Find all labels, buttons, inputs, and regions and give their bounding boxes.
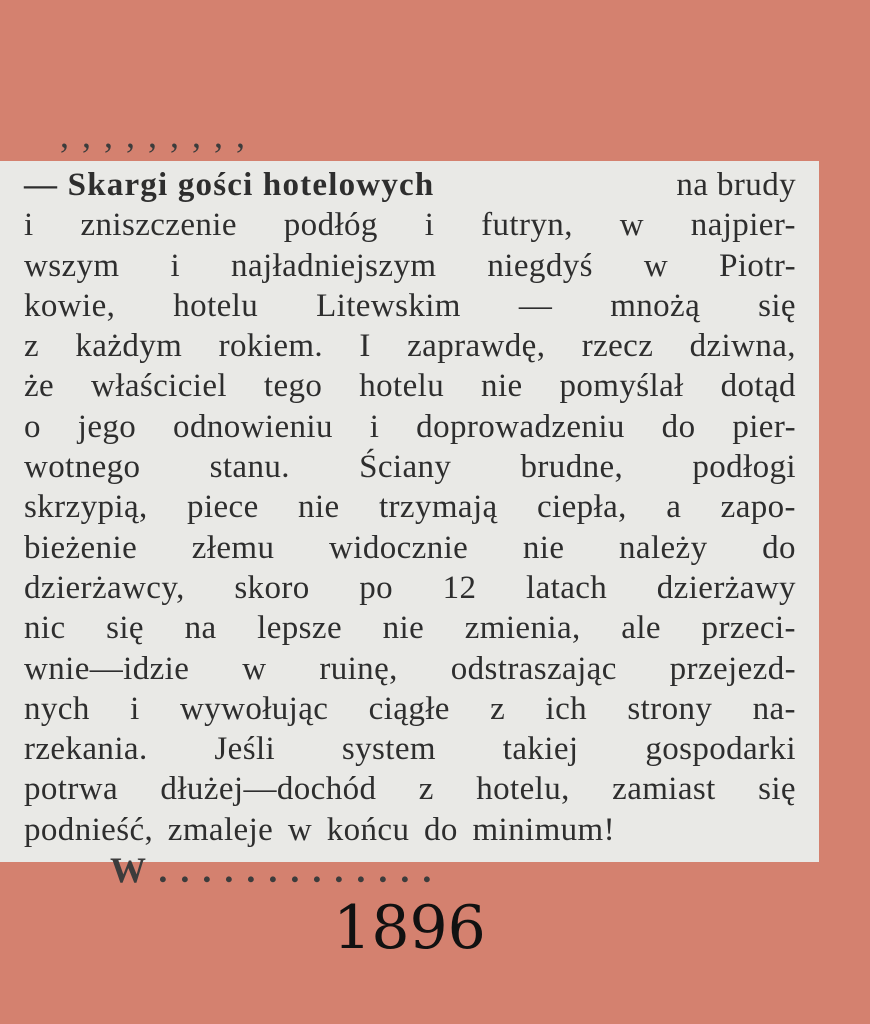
article-word: Jeśli	[214, 731, 276, 768]
article-word: zniszczenie	[80, 207, 237, 244]
article-word: i	[24, 207, 34, 244]
article-word: ale	[621, 610, 661, 647]
article-word: tego	[263, 368, 323, 405]
article-word: piece	[187, 489, 259, 526]
article-line	[24, 205, 796, 245]
article-word: potrwa	[24, 771, 119, 808]
cut-off-next-line: W . . . . . . . . . . . . .	[110, 850, 434, 890]
cut-off-previous-line: , , , , , , , , ,	[60, 115, 247, 155]
article-word: przejezd-	[669, 650, 796, 687]
article-word: hotelu	[173, 287, 259, 324]
article-word: najładniejszym	[231, 247, 437, 284]
article-word: pier-	[732, 408, 796, 445]
article-word: odnowieniu	[173, 408, 333, 445]
article-word: mnożą	[610, 287, 701, 324]
article-headline: — Skargi gości hotelowych	[24, 167, 435, 203]
article-word: —	[518, 287, 553, 324]
article-word: nie	[298, 489, 340, 526]
article-word: odstraszając	[450, 650, 617, 687]
article-word: że	[24, 368, 55, 405]
article-line-text: podnieść, zmaleje w końcu do minimum!	[24, 811, 616, 848]
article-word: o	[24, 408, 41, 445]
article-word: nie	[481, 368, 523, 405]
article-word: dotąd	[720, 368, 796, 405]
article-word: zmienia,	[464, 610, 581, 647]
article-word: dzierżawcy,	[24, 569, 185, 606]
article-line	[24, 568, 796, 608]
article-word: wywołując	[179, 690, 329, 727]
article-word: brudne,	[520, 449, 624, 486]
article-word: się	[758, 771, 796, 808]
article-word: widocznie	[329, 529, 469, 566]
article-line	[24, 407, 796, 447]
article-word: podłóg	[283, 207, 378, 244]
article-word: stanu.	[209, 449, 290, 486]
article-word: latach	[526, 569, 608, 606]
article-word: ciepła,	[536, 489, 627, 526]
article-word: Piotr-	[719, 247, 796, 284]
article-line	[24, 286, 796, 326]
article-word: hotelu	[359, 368, 445, 405]
article-line	[24, 326, 796, 366]
article-line-text: na brudy	[676, 167, 796, 203]
headline-line	[24, 165, 796, 205]
article-word: wotnego	[24, 449, 141, 486]
article-word: w	[242, 650, 267, 687]
article-word: w	[619, 207, 644, 244]
article-word: trzymają	[378, 489, 498, 526]
article-word: z	[490, 690, 506, 727]
article-word: do	[661, 408, 696, 445]
article-word: dzierżawy	[656, 569, 796, 606]
article-word: 12	[442, 569, 477, 606]
article-word: nie	[382, 610, 425, 647]
article-line	[24, 608, 796, 648]
article-word: dziwna,	[689, 328, 796, 365]
article-word: się	[758, 287, 796, 324]
article-word: i	[369, 408, 380, 445]
article-line	[24, 689, 796, 729]
article-word: a	[666, 489, 682, 526]
article-word: się	[106, 610, 144, 647]
article-word: system	[341, 731, 436, 768]
newspaper-clipping	[0, 115, 819, 890]
article-word: lepsze	[257, 610, 343, 647]
article-word: niegdyś	[487, 247, 593, 284]
article-word: I	[359, 328, 371, 365]
article-line	[24, 769, 796, 809]
article-word: w	[643, 247, 669, 284]
article-word: podłogi	[692, 449, 796, 486]
article-line	[24, 649, 796, 689]
article-word: na	[184, 610, 217, 647]
article-word: i	[130, 690, 140, 727]
article-word: do	[762, 529, 796, 566]
article-word: pomyślał	[559, 368, 684, 405]
article-word: przeci-	[701, 610, 796, 647]
article-word: doprowadzeniu	[416, 408, 625, 445]
year-caption: 1896	[333, 893, 486, 963]
article-word: hotelu,	[476, 771, 570, 808]
article-line	[24, 246, 796, 286]
article-word: wnie—idzie	[24, 650, 190, 687]
article-word: i	[424, 207, 435, 244]
article-word: po	[359, 569, 394, 606]
article-word: skoro	[234, 569, 310, 606]
article-line	[24, 447, 796, 487]
article-word: Ściany	[359, 449, 452, 486]
article-word: ciągłe	[368, 690, 450, 727]
article-word: zaprawdę,	[407, 328, 546, 365]
article-word: należy	[619, 529, 708, 566]
article-word: takiej	[502, 731, 579, 768]
article-word: i	[170, 247, 181, 284]
article-word: ruinę,	[319, 650, 398, 687]
article-word: z	[418, 771, 434, 808]
article-word: skrzypią,	[24, 489, 148, 526]
article-line	[24, 810, 796, 850]
article-word: zamiast	[612, 771, 716, 808]
article-word: rokiem.	[218, 328, 324, 365]
article-word: kowie,	[24, 287, 116, 324]
article-word: ich	[545, 690, 588, 727]
article-word: nych	[24, 690, 90, 727]
article-word: na-	[752, 690, 796, 727]
article-word: strony	[627, 690, 713, 727]
article-word: jego	[77, 408, 137, 445]
article-word: rzecz	[581, 328, 654, 365]
article-line	[24, 528, 796, 568]
article-text	[24, 165, 796, 850]
article-word: nic	[24, 610, 66, 647]
article-word: bieżenie	[24, 529, 138, 566]
article-line	[24, 729, 796, 769]
article-word: gospodarki	[645, 731, 796, 768]
article-word: zapo-	[720, 489, 796, 526]
article-word: najpier-	[690, 207, 796, 244]
article-word: futryn,	[481, 207, 573, 244]
article-word: Litewskim	[316, 287, 461, 324]
article-word: z	[24, 328, 40, 365]
article-word: złemu	[191, 529, 275, 566]
article-word: dłużej—dochód	[160, 771, 377, 808]
article-line	[24, 487, 796, 527]
article-word: wszym	[24, 247, 120, 284]
article-line	[24, 366, 796, 406]
article-word: każdym	[75, 328, 183, 365]
article-word: rzekania.	[24, 731, 148, 768]
article-word: nie	[522, 529, 565, 566]
article-word: właściciel	[91, 368, 227, 405]
